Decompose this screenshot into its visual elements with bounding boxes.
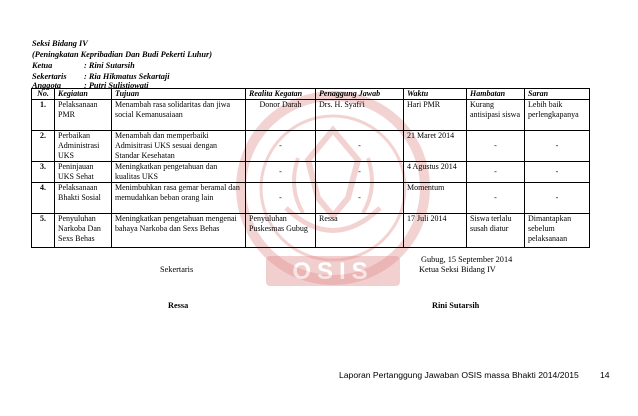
activity-table <box>31 88 590 248</box>
cell-hambatan: Kurang antisipasi siswa <box>467 100 525 131</box>
cell-penanggung: Ressa <box>316 214 404 248</box>
cell-waktu: 21 Maret 2014 <box>404 131 467 162</box>
cell-saran: - <box>525 131 590 162</box>
column-header-saran: Saran <box>525 89 590 100</box>
cell-kegiatan: Penyuluhan Narkoba Dan Sexs Behas <box>55 214 112 248</box>
cell-kegiatan: Pelaksanaan Bhakti Sosial <box>55 183 112 214</box>
cell-tujuan: Meningkatkan pengetahuan dan kualitas UKS <box>112 162 246 183</box>
page-number: 14 <box>600 370 610 380</box>
column-header-penanggung: Penaggung Jawab <box>316 89 404 100</box>
column-header-realita: Realita Kegatan <box>246 89 316 100</box>
section-subtitle: (Peningkatan Kepribadian Dan Budi Pekerti Luhur) <box>32 50 213 59</box>
ketua-label: Ketua <box>32 61 53 70</box>
table-header-row <box>32 89 590 100</box>
cell-tujuan: Meningkatkan pengetahuan mengenai bahaya Narkoba dan Sexs Behas <box>112 214 246 248</box>
cell-tujuan: Menambah dan memperbaiki Admisitrasi UKS sesuai dengan Standar Kesehatan <box>112 131 246 162</box>
cell-tujuan: Menambah rasa solidaritas dan jiwa social Kemanusaiaan <box>112 100 246 131</box>
column-header-no: No. <box>32 89 55 100</box>
table-row <box>32 131 590 162</box>
cell-hambatan: - <box>467 162 525 183</box>
signature-left-title: Sekertaris <box>160 265 194 274</box>
signature-right-title: Ketua Seksi Bidang IV <box>419 265 496 274</box>
cell-penanggung: Drs. H. Syafi'i <box>316 100 404 131</box>
table-row <box>32 162 590 183</box>
cell-kegiatan: Pelaksanaan PMR <box>55 100 112 131</box>
cell-saran: - <box>525 183 590 214</box>
cell-realita: - <box>246 131 316 162</box>
cell-penanggung: - <box>316 162 404 183</box>
cell-saran: - <box>525 162 590 183</box>
cell-penanggung: - <box>316 131 404 162</box>
table-row <box>32 183 590 214</box>
cell-penanggung: - <box>316 183 404 214</box>
cell-realita: Donor Darah <box>246 100 316 131</box>
column-header-waktu: Waktu <box>404 89 467 100</box>
column-header-hambatan: Hambatan <box>467 89 525 100</box>
table-row <box>32 214 590 248</box>
cell-kegiatan: Perbaikan Administrasi UKS <box>55 131 112 162</box>
cell-no: 4. <box>32 183 55 214</box>
cell-waktu: 17 Juli 2014 <box>404 214 467 248</box>
cell-no: 3. <box>32 162 55 183</box>
cell-realita: - <box>246 183 316 214</box>
cell-no: 5. <box>32 214 55 248</box>
cell-hambatan: - <box>467 131 525 162</box>
anggota-value: : Putri Sulistiowati <box>84 81 149 90</box>
section-title: Seksi Bidang IV <box>32 39 88 48</box>
column-header-tujuan: Tujuan <box>112 89 246 100</box>
cell-saran: Dimantapkan sebelum pelaksanaan <box>525 214 590 248</box>
watermark-text: OSIS <box>292 258 374 285</box>
cell-realita: - <box>246 162 316 183</box>
cell-saran: Lebih baik perlengkapanya <box>525 100 590 131</box>
cell-no: 1. <box>32 100 55 131</box>
table-row <box>32 100 590 131</box>
cell-waktu: 4 Agustus 2014 <box>404 162 467 183</box>
signature-place-date: Gubug, 15 September 2014 <box>421 255 513 264</box>
cell-hambatan: Siswa terlalu susah diatur <box>467 214 525 248</box>
cell-waktu: Momentum <box>404 183 467 214</box>
cell-realita: Penyuluhan Puskesmas Gubug <box>246 214 316 248</box>
page-footer-text: Laporan Pertanggung Jawaban OSIS massa Bhakti 2014/2015 <box>339 370 579 380</box>
column-header-kegiatan: Kegiatan <box>55 89 112 100</box>
ketua-line <box>32 60 135 71</box>
anggota-label: Anggota <box>32 81 62 90</box>
cell-tujuan: Menimbuhkan rasa gemar beramal dan memudahkan beban orang lain <box>112 183 246 214</box>
signature-left-name: Ressa <box>168 301 189 310</box>
ketua-value: : Rini Sutarsih <box>84 61 135 70</box>
cell-waktu: Hari PMR <box>404 100 467 131</box>
cell-no: 2. <box>32 131 55 162</box>
signature-right-name: Rini Sutarsih <box>432 301 480 310</box>
sekretaris-value: : Ria Hikmatus Sekartaji <box>84 72 170 81</box>
cell-kegiatan: Peninjauan UKS Sehat <box>55 162 112 183</box>
sekretaris-label: Sekertaris <box>32 72 67 81</box>
cell-hambatan: - <box>467 183 525 214</box>
